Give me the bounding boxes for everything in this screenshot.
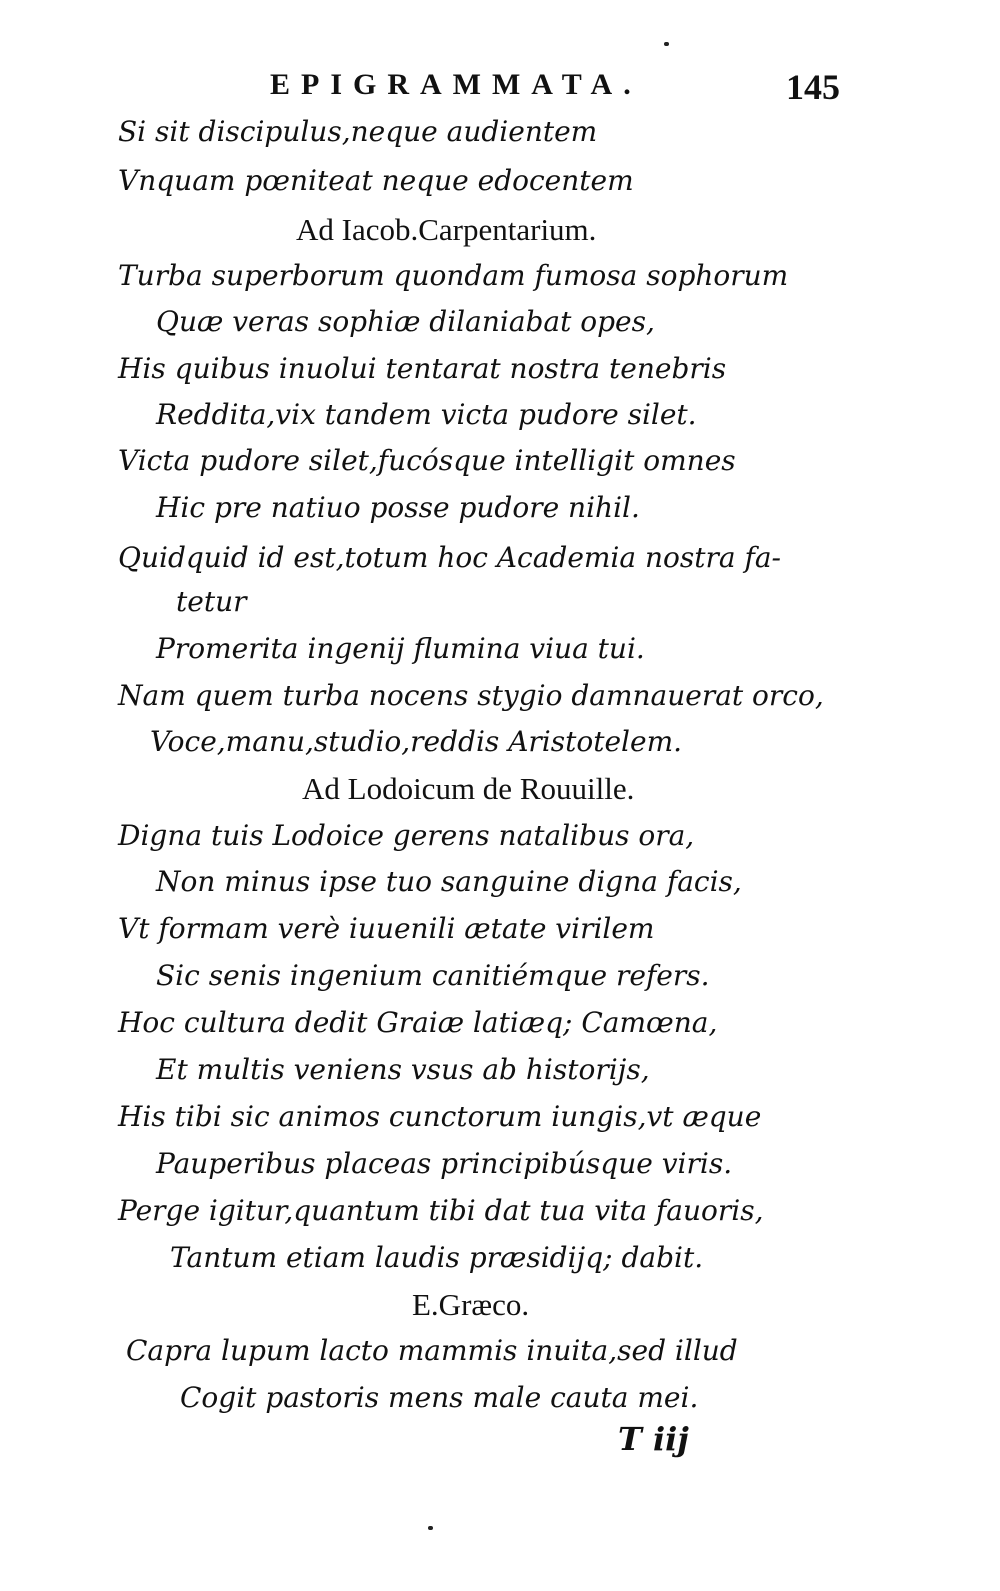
signature-mark: T iij (618, 1420, 689, 1458)
text-line: Pauperibus placeas principibúsque viris. (156, 1147, 733, 1180)
text-line: His tibi sic animos cunctorum iungis,vt æque (118, 1100, 762, 1133)
text-line: Capra lupum lacto mammis inuita,sed illud (126, 1334, 738, 1367)
text-line: Reddita,vix tandem victa pudore silet. (156, 398, 697, 431)
running-title: EPIGRAMMATA. (270, 68, 642, 101)
text-line: Nam quem turba nocens stygio damnauerat orco, (118, 679, 824, 712)
section-heading: E.Græco. (412, 1287, 530, 1322)
text-line: Non minus ipse tuo sanguine digna facis, (156, 865, 742, 898)
text-line: Hoc cultura dedit Graiæ latiæq; Camœna, (118, 1006, 718, 1039)
text-line: Quæ veras sophiæ dilaniabat opes, (156, 305, 655, 338)
page-number: 145 (786, 67, 840, 107)
text-line: Perge igitur,quantum tibi dat tua vita fauoris, (118, 1194, 764, 1227)
text-line: Digna tuis Lodoice gerens natalibus ora, (118, 819, 695, 852)
text-line: Turba superborum quondam fumosa sophorum (118, 259, 789, 292)
text-line: tetur (176, 585, 247, 618)
text-line: Victa pudore silet,fucósque intelligit omnes (118, 444, 736, 477)
text-line: Vnquam pœniteat neque edocentem (118, 164, 634, 197)
text-line: Promerita ingenij flumina viua tui. (156, 632, 645, 665)
text-line: Voce,manu,studio,reddis Aristotelem. (150, 725, 683, 758)
text-line: Sic senis ingenium canitiémque refers. (156, 959, 710, 992)
text-line: Si sit discipulus,neque audientem (118, 115, 598, 148)
ink-speck (664, 42, 669, 46)
text-line: Hic pre natiuo posse pudore nihil. (156, 491, 640, 524)
section-heading: Ad Iacob.Carpentarium. (296, 212, 597, 247)
ink-speck (428, 1526, 433, 1530)
text-line: His quibus inuolui tentarat nostra tenebris (118, 352, 727, 385)
text-line: Quidquid id est,totum hoc Academia nostra fa- (118, 541, 781, 574)
text-line: Vt formam verè iuuenili ætate virilem (118, 912, 655, 945)
text-line: Tantum etiam laudis præsidijq; dabit. (170, 1241, 704, 1274)
text-line: Et multis veniens vsus ab historijs, (156, 1053, 650, 1086)
text-line: Cogit pastoris mens male cauta mei. (180, 1381, 699, 1414)
section-heading: Ad Lodoicum de Rouuille. (302, 771, 635, 806)
